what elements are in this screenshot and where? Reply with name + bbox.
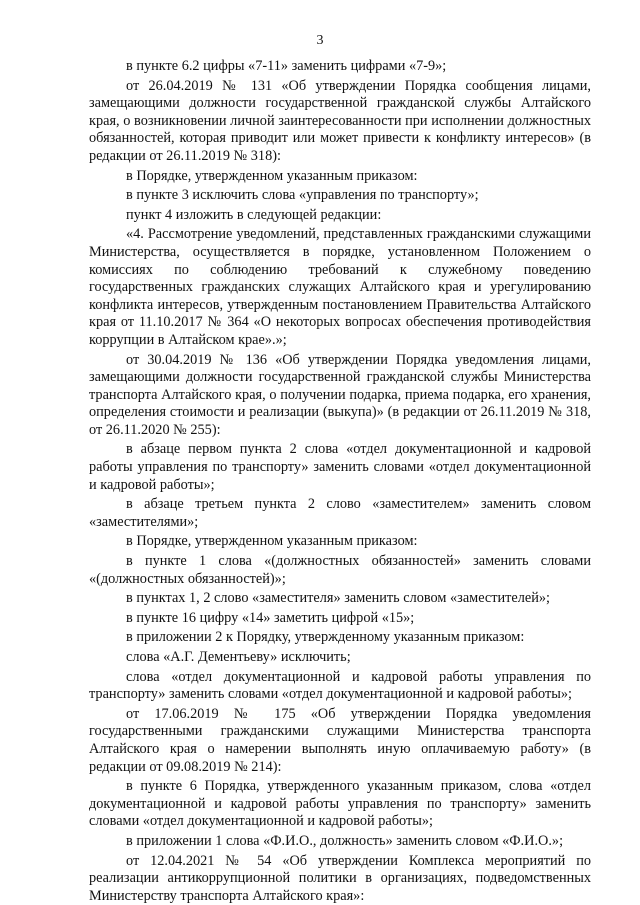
paragraph: от 17.06.2019 № 175 «Об утверждении Порядка уведомления государственными гражданскими служащими Министерства транспорта Алтайского края о намерении выполнять иную оплачиваемую работу» (в редакции от 09.08.2019 № 214): — [89, 705, 591, 775]
paragraph: «4. Рассмотрение уведомлений, представленных гражданскими служащими Министерства, осуществляется в порядке, установленном Положением о комиссиях по соблюдению требований к служебному поведению государственных гражданских служащих Алтайского края и урегулированию конфликта интересов, утвержденным постановлением Правительства Алтайского края от 11.10.2017 № 364 «О некоторых вопросах обеспечения противодействия коррупции в Алтайском крае».»; — [89, 226, 591, 348]
paragraph: в Порядке, утвержденном указанным приказом: — [126, 167, 418, 184]
paragraph: в пункте 6.2 цифры «7-11» заменить цифрами «7-9»; — [126, 58, 447, 74]
paragraph: в Порядке, утвержденном указанным приказом: — [126, 533, 418, 550]
paragraph: в пункте 16 цифру «14» заметить цифрой «15»; — [126, 609, 415, 626]
paragraph: от 26.04.2019 № 131 «Об утверждении Порядка сообщения лицами, замещающими должности государственной гражданской службы Алтайского края, о возникновении личной заинтересованности при исполнении должностных обязанностей, которая приводит или может привести к конфликту интересов» (в редакции от 26.11.2019 № 318): — [89, 77, 591, 164]
paragraph: в абзаце третьем пункта 2 слово «заместителем» заменить словом «заместителями»; — [89, 496, 591, 530]
paragraph: пункт 4 изложить в следующей редакции: — [126, 206, 382, 223]
paragraph: в пункте 3 исключить слова «управления по транспорту»; — [126, 187, 479, 204]
paragraph: в приложении 1 слова «Ф.И.О., должность» заменить словом «Ф.И.О.»; — [126, 832, 564, 849]
paragraph: слова «отдел документационной и кадровой работы управления по транспорту» заменить словами «отдел документационной и кадровой работы»; — [89, 668, 591, 703]
paragraph: от 30.04.2019 № 136 «Об утверждении Порядка уведомления лицами, замещающими должности государственной гражданской службы Министерства транспорта Алтайского края, о получении подарка, приема подарка, его хранения, определения стоимости и реализации (выкупа)» (в редакции от 26.11.2019 № 318, от 26.11.2020 № 255): — [89, 351, 591, 438]
paragraph: в пункте 1 слова «(должностных обязанностей» заменить словами «(должностных обязанностей)»; — [89, 553, 591, 587]
paragraph: в пункте 6 Порядка, утвержденного указанным приказом, слова «отдел документационной и кадровой работы управления по транспорту» заменить словами «отдел документационной и кадровой работы»; — [89, 778, 591, 830]
page-number: 3 — [316, 33, 324, 48]
paragraph: слова «А.Г. Дементьеву» исключить; — [126, 649, 351, 665]
paragraph: в абзаце первом пункта 2 слова «отдел документационной и кадровой работы управления по транспорту» заменить словами «отдел документационной и кадровой работы»; — [89, 441, 591, 493]
paragraph: в пунктах 1, 2 слово «заместителя» заменить словом «заместителей»; — [126, 590, 550, 607]
paragraph: в приложении 2 к Порядку, утвержденному указанным приказом: — [126, 629, 525, 646]
document-body — [89, 58, 591, 905]
paragraph: от 12.04.2021 № 54 «Об утверждении Комплекса мероприятий по реализации антикоррупционной политики в организациях, подведомственных Министерству транспорта Алтайского края»: — [89, 852, 591, 904]
